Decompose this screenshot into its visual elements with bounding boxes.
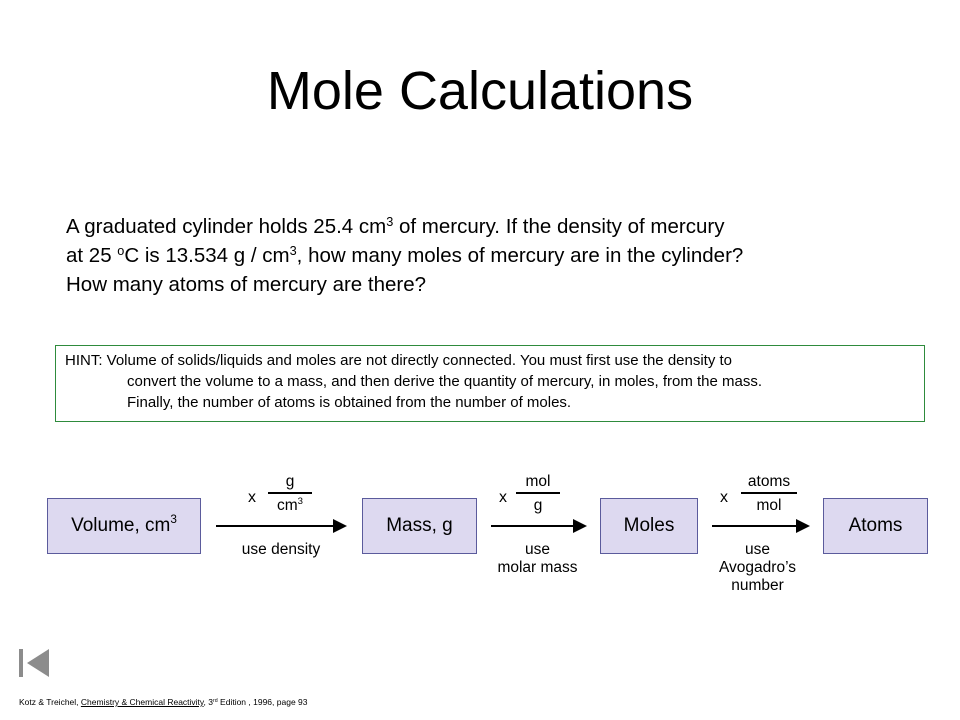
problem-text: of mercury. If the density of mercury	[393, 215, 725, 238]
superscript: 3	[297, 496, 303, 508]
problem-text: A graduated cylinder holds 25.4 cm	[66, 215, 387, 238]
step3-caption	[700, 541, 815, 595]
arrow-shaft	[491, 525, 576, 527]
fraction-bar	[741, 492, 797, 494]
superscript: o	[117, 243, 125, 259]
caption-line: use	[525, 541, 550, 558]
caption-line: number	[731, 577, 784, 594]
hint-line-3: Finally, the number of atoms is obtained from the number of moles.	[127, 394, 572, 411]
citation-authors: Kotz & Treichel,	[19, 697, 81, 707]
fraction-numerator: atoms	[747, 473, 791, 490]
citation-separator: , 3	[203, 697, 213, 707]
nav-triangle-shape	[27, 649, 49, 677]
fraction-bar	[268, 492, 312, 494]
fraction-numerator: g	[285, 473, 295, 490]
arrow-head-icon	[573, 519, 587, 533]
atoms-box	[823, 498, 928, 554]
problem-line-1	[66, 212, 926, 241]
superscript: 3	[289, 243, 297, 259]
mass-label: Mass, g	[386, 515, 453, 536]
arrow-shaft	[216, 525, 336, 527]
nav-bar-shape	[19, 649, 23, 677]
arrow-moles-to-atoms	[712, 519, 810, 533]
fraction-denominator: g	[533, 496, 543, 514]
multiply-sign: x	[720, 489, 728, 506]
hint-line-2: convert the volume to a mass, and then derive the quantity of mercury, in moles, from the mass.	[127, 373, 763, 390]
problem-line-2	[66, 241, 926, 270]
problem-statement	[66, 212, 926, 299]
step2-caption	[480, 541, 595, 577]
density-conversion-factor	[268, 472, 312, 515]
multiply-sign: x	[499, 489, 507, 506]
problem-text: at 25	[66, 244, 118, 267]
arrow-shaft	[712, 525, 799, 527]
hint-box	[55, 345, 925, 422]
arrow-volume-to-mass	[216, 519, 347, 533]
citation-details: Edition , 1996, page 93	[217, 697, 308, 707]
fraction-denominator	[268, 496, 312, 515]
fraction-numerator: mol	[525, 473, 551, 490]
volume-box: Volume, cm $^3$	[47, 498, 201, 554]
multiply-sign: x	[248, 489, 256, 506]
avogadro-conversion-factor	[741, 472, 797, 515]
skip-to-start-icon[interactable]	[19, 649, 49, 677]
caption-line: molar mass	[497, 559, 578, 576]
superscript: 3	[386, 214, 394, 230]
arrow-mass-to-moles	[491, 519, 587, 533]
arrow-head-icon	[333, 519, 347, 533]
caption-line: Avogadro’s	[719, 559, 796, 576]
fraction-bar	[516, 492, 560, 494]
problem-line-3: How many atoms of mercury are there?	[66, 273, 427, 296]
denominator-text: cm	[276, 496, 298, 514]
problem-text: , how many moles of mercury are in the cylinder?	[296, 244, 744, 267]
fraction-denominator: mol	[756, 496, 782, 514]
arrow-head-icon	[796, 519, 810, 533]
caption-line: use	[745, 541, 770, 558]
citation-book-title: Chemistry & Chemical Reactivity	[80, 697, 204, 707]
moles-label: Moles	[623, 515, 675, 536]
molar-mass-conversion-factor	[516, 472, 560, 515]
hint-line-1: HINT: Volume of solids/liquids and moles are not directly connected. You must first use the density to	[65, 352, 733, 369]
moles-box	[600, 498, 698, 554]
mass-box	[362, 498, 477, 554]
problem-text: C is 13.534 g / cm	[124, 244, 290, 267]
citation	[19, 697, 307, 707]
superscript: rd	[213, 698, 218, 705]
step1-caption: use density	[241, 541, 321, 558]
atoms-label: Atoms	[848, 515, 903, 536]
slide-title: Mole Calculations	[266, 61, 694, 121]
volume-label: Volume, cm	[71, 515, 171, 536]
